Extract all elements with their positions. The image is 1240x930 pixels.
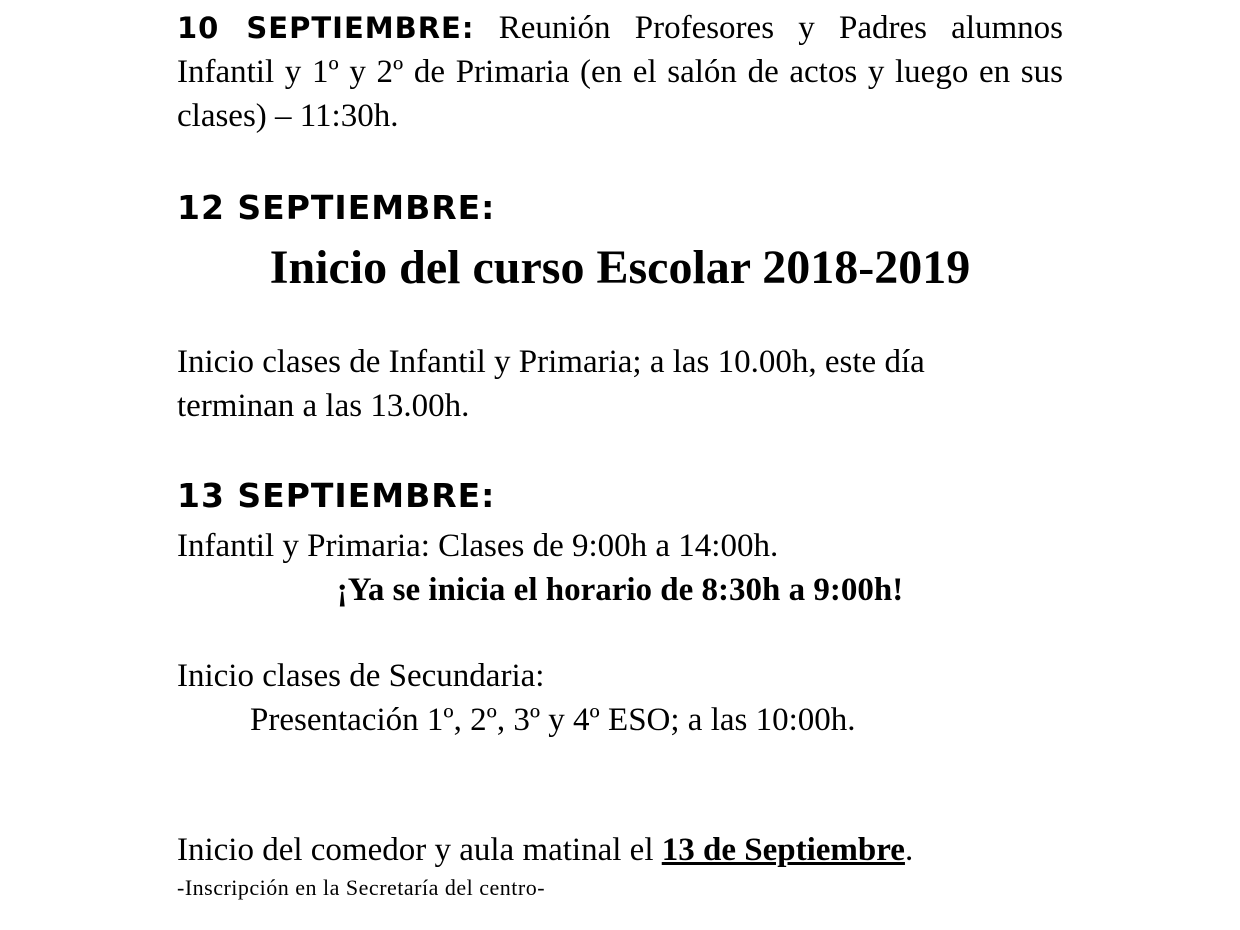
inscription-note: -Inscripción en la Secretaría del centro- [177,875,546,900]
schedule-highlight: ¡Ya se inicia el horario de 8:30h a 9:00h! [336,572,904,608]
comedor-text-after: . [904,832,914,868]
section-12-text: Inicio clases de Infantil y Primaria; a las 10.00h, este día terminan a las 13.00h. [177,344,925,424]
course-start-title: Inicio del curso Escolar 2018-2019 [269,241,971,294]
section-10-text: Reunión Profesores y Padres alumnos Infantil y 1º y 2º de Primaria (en el salón de actos y luego en sus clases) – 11:30h. [177,10,1063,134]
section-13-line1: Infantil y Primaria: Clases de 9:00h a 14:00h. [177,528,779,564]
section-10-paragraph [177,6,1063,138]
section-13-date: 13 SEPTIEMBRE: [177,476,496,515]
section-12-date: 12 SEPTIEMBRE: [177,188,496,227]
comedor-date: 13 de Septiembre [661,832,905,868]
secundaria-detail: Presentación 1º, 2º, 3º y 4º ESO; a las 10:00h. [250,702,856,738]
comedor-text-before: Inicio del comedor y aula matinal el [177,832,662,868]
comedor-line [177,828,1063,872]
secundaria-label: Inicio clases de Secundaria: [177,658,545,694]
section-10-date: 10 SEPTIEMBRE: [177,11,475,45]
